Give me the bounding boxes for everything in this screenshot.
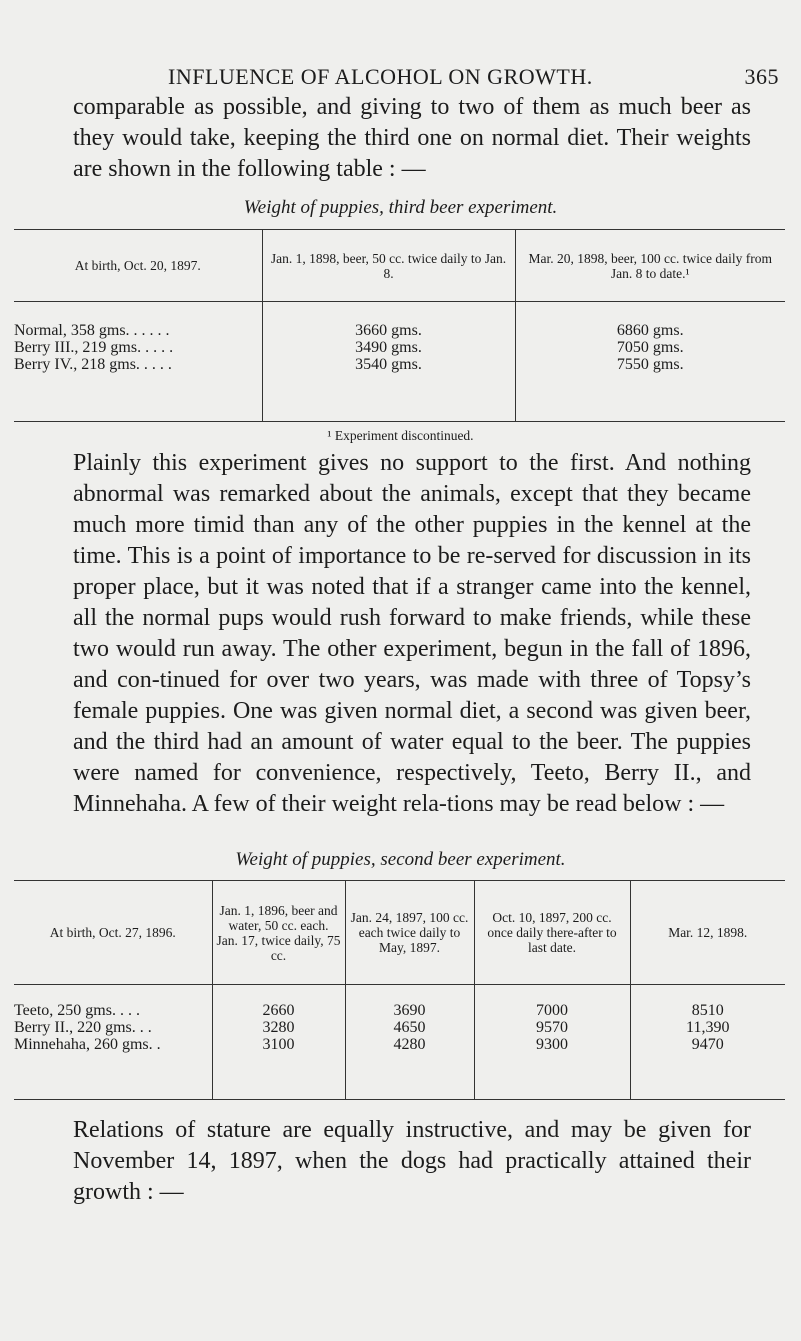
table-cell: 11,390 [686,1019,730,1036]
table-cell: 3660 gms. [355,322,422,339]
column-header: Jan. 1, 1898, beer, 50 cc. twice daily to Jan. 8. [262,230,515,302]
table-cell: 7550 gms. [616,356,684,373]
table-header-row [14,230,785,302]
column-header: Jan. 1, 1896, beer and water, 50 cc. each. Jan. 17, twice daily, 75 cc. [212,881,345,985]
column-header: At birth, Oct. 27, 1896. [14,881,212,985]
column-header: Mar. 12, 1898. [630,881,785,985]
table-header-row [14,881,785,985]
closing-paragraph: Relations of stature are equally instructive, and may be given for November 14, 1897, when the dogs had practically attained their growth : — [73,1117,751,1205]
table-row-label: Normal, 358 gms. . . . . . [14,322,170,339]
middle-paragraph: Plainly this experiment gives no support to the first. And nothing abnormal was remarked about the animals, except that they became much more timid than any of the other puppies in the kennel at the time. This is a point of importance to be re-served for discussion in its proper place, but it was noted that if a stranger came into the kennel, all the normal pups would rush forward to make friends, while these two would run away. The other experiment, begun in the fall of 1896, and con-tinued for over two years, was made with three of Topsy’s female puppies. One was given normal diet, a second was given beer, and the third had an amount of water equal to the beer. The puppies were named for convenience, respectively, Teeto, Berry II., and Minnehaha. A few of their weight rela-tions may be read below : — [73,450,751,817]
table-body [14,302,785,422]
column-header: At birth, Oct. 20, 1897. [14,230,262,302]
page-number: 365 [744,64,779,89]
running-head-title: INFLUENCE OF ALCOHOL ON GROWTH. [168,64,593,89]
table-row-label: Berry IV., 218 gms. . . . . [14,356,172,373]
table-row-label: Minnehaha, 260 gms. . [14,1036,161,1053]
table-cell: 4280 [393,1036,426,1053]
table-cell: 7000 [536,1002,568,1019]
table-cell: 6860 gms. [616,322,684,339]
table2-caption: Weight of puppies, second beer experiment. [235,849,566,870]
table-row-label: Teeto, 250 gms. . . . [14,1002,140,1019]
table-cell: 3690 [393,1002,426,1019]
table-cell: 3280 [262,1019,295,1036]
table-cell: 7050 gms. [616,339,684,356]
column-header: Oct. 10, 1897, 200 cc. once daily there-after to last date. [474,881,630,985]
column-header: Mar. 20, 1898, beer, 100 cc. twice daily from Jan. 8 to date.¹ [515,230,785,302]
running-head [168,64,779,92]
table1-caption: Weight of puppies, third beer experiment. [243,197,558,218]
intro-paragraph: comparable as possible, and giving to two of them as much beer as they would take, keeping the third one on normal diet. Their weights are shown in the following table : — [73,94,751,182]
table-cell: 4650 [393,1019,426,1036]
table-row-label: Berry II., 220 gms. . . [14,1019,152,1036]
table-third-beer-experiment [14,229,785,422]
table-cell: 2660 [262,1002,295,1019]
table-cell: 9300 [536,1036,568,1053]
column-header: Jan. 24, 1897, 100 cc. each twice daily to May, 1897. [345,881,474,985]
table-cell: 3490 gms. [355,339,422,356]
table1-footnote: ¹ Experiment discontinued. [327,428,474,443]
table-body [14,985,785,1100]
table-cell: 8510 [691,1002,724,1019]
table-cell: 9570 [536,1019,568,1036]
table-cell: 3100 [262,1036,295,1053]
table-cell: 3540 gms. [355,356,422,373]
table-second-beer-experiment [14,880,785,1100]
table-cell: 9470 [691,1036,724,1053]
table-row-label: Berry III., 219 gms. . . . . [14,339,174,356]
